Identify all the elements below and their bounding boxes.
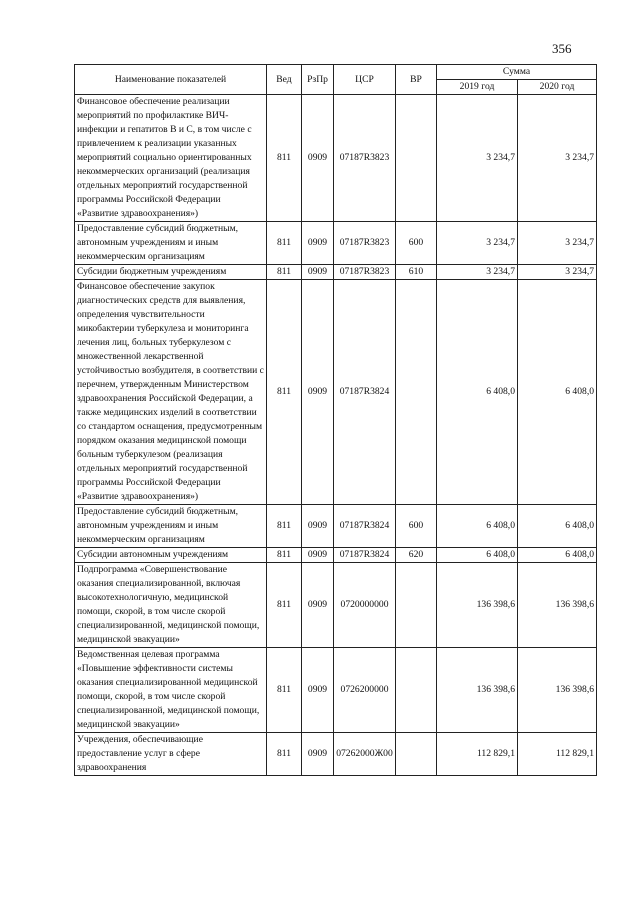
row-ved: 811 xyxy=(267,548,302,563)
row-sum-2019: 136 398,6 xyxy=(437,563,518,648)
row-ved: 811 xyxy=(267,280,302,505)
row-sum-2019: 112 829,1 xyxy=(437,733,518,776)
row-rzpr: 0909 xyxy=(302,733,334,776)
row-ved: 811 xyxy=(267,505,302,548)
row-ved: 811 xyxy=(267,648,302,733)
row-csr: 0726200000 xyxy=(334,648,396,733)
row-sum-2020: 136 398,6 xyxy=(518,648,597,733)
header-name: Наименование показателей xyxy=(75,65,267,95)
row-rzpr: 0909 xyxy=(302,563,334,648)
row-rzpr: 0909 xyxy=(302,222,334,265)
row-name: Финансовое обеспечение закупок диагностических средств для выявления, определения чувствительности микобактерии туберкулеза и мониторинга лечения лиц, больных туберкулезом с множественной лекарственной устойчивостью возбудителя, в соответствии с перечнем, утвержденным Министерством здравоохранения Российской Федерации, а также медицинских изделий в соответствии со стандартом оснащения, предусмотренным порядком оказания медицинской помощи больным туберкулезом (реализация отдельных мероприятий государственной программы Российской Федерации «Развитие здравоохранения») xyxy=(75,280,267,505)
row-ved: 811 xyxy=(267,563,302,648)
table-row xyxy=(75,648,597,733)
row-rzpr: 0909 xyxy=(302,505,334,548)
row-sum-2019: 6 408,0 xyxy=(437,280,518,505)
row-name: Учреждения, обеспечивающие предоставление услуг в сфере здравоохранения xyxy=(75,733,267,776)
row-vr: 610 xyxy=(396,265,437,280)
header-csr: ЦСР xyxy=(334,65,396,95)
row-sum-2020: 6 408,0 xyxy=(518,505,597,548)
row-csr: 07187R3823 xyxy=(334,265,396,280)
row-sum-2020: 3 234,7 xyxy=(518,95,597,222)
row-rzpr: 0909 xyxy=(302,265,334,280)
row-csr: 0720000000 xyxy=(334,563,396,648)
page-number: 356 xyxy=(552,41,572,56)
row-rzpr: 0909 xyxy=(302,548,334,563)
table-row xyxy=(75,733,597,776)
row-vr: 600 xyxy=(396,505,437,548)
row-csr: 07262000Ж00 xyxy=(334,733,396,776)
row-vr xyxy=(396,648,437,733)
row-csr: 07187R3824 xyxy=(334,505,396,548)
table-row xyxy=(75,280,597,505)
table-row xyxy=(75,563,597,648)
header-ved: Вед xyxy=(267,65,302,95)
row-sum-2020: 6 408,0 xyxy=(518,280,597,505)
row-sum-2019: 136 398,6 xyxy=(437,648,518,733)
row-ved: 811 xyxy=(267,265,302,280)
row-vr xyxy=(396,95,437,222)
row-sum-2019: 6 408,0 xyxy=(437,505,518,548)
row-ved: 811 xyxy=(267,95,302,222)
header-rzpr: РзПр xyxy=(302,65,334,95)
row-name: Подпрограмма «Совершенствование оказания специализированной, включая высокотехнологичную, медицинской помощи, скорой, в том числе скорой специализированной, медицинской помощи, медицинской эвакуации» xyxy=(75,563,267,648)
table-row xyxy=(75,548,597,563)
header-vr: ВР xyxy=(396,65,437,95)
row-name: Предоставление субсидий бюджетным, автономным учреждениям и иным некоммерческим организациям xyxy=(75,222,267,265)
row-vr xyxy=(396,563,437,648)
row-csr: 07187R3823 xyxy=(334,95,396,222)
row-csr: 07187R3824 xyxy=(334,280,396,505)
row-sum-2019: 6 408,0 xyxy=(437,548,518,563)
row-vr: 600 xyxy=(396,222,437,265)
header-2020: 2020 год xyxy=(518,80,597,95)
row-sum-2019: 3 234,7 xyxy=(437,265,518,280)
table-row xyxy=(75,95,597,222)
row-sum-2020: 6 408,0 xyxy=(518,548,597,563)
header-sum: Сумма xyxy=(437,65,597,80)
header-2019: 2019 год xyxy=(437,80,518,95)
row-name: Субсидии автономным учреждениям xyxy=(75,548,267,563)
row-rzpr: 0909 xyxy=(302,95,334,222)
row-sum-2020: 112 829,1 xyxy=(518,733,597,776)
row-vr: 620 xyxy=(396,548,437,563)
row-vr xyxy=(396,733,437,776)
row-sum-2020: 136 398,6 xyxy=(518,563,597,648)
row-ved: 811 xyxy=(267,733,302,776)
row-sum-2020: 3 234,7 xyxy=(518,265,597,280)
row-name: Финансовое обеспечение реализации мероприятий по профилактике ВИЧ-инфекции и гепатитов В и С, в том числе с привлечением к реализации указанных мероприятий социально ориентированных некоммерческих организаций (реализация отдельных мероприятий государственной программы Российской Федерации «Развитие здравоохранения») xyxy=(75,95,267,222)
row-sum-2020: 3 234,7 xyxy=(518,222,597,265)
budget-table xyxy=(74,64,597,776)
table-row xyxy=(75,222,597,265)
row-sum-2019: 3 234,7 xyxy=(437,222,518,265)
row-name: Предоставление субсидий бюджетным, автономным учреждениям и иным некоммерческим организациям xyxy=(75,505,267,548)
table-row xyxy=(75,265,597,280)
row-sum-2019: 3 234,7 xyxy=(437,95,518,222)
row-ved: 811 xyxy=(267,222,302,265)
row-rzpr: 0909 xyxy=(302,648,334,733)
row-csr: 07187R3824 xyxy=(334,548,396,563)
row-rzpr: 0909 xyxy=(302,280,334,505)
row-vr xyxy=(396,280,437,505)
table-row xyxy=(75,505,597,548)
row-csr: 07187R3823 xyxy=(334,222,396,265)
row-name: Ведомственная целевая программа «Повышение эффективности системы оказания специализированной медицинской помощи, скорой, в том числе скорой специализированной, медицинской помощи, медицинской эвакуации» xyxy=(75,648,267,733)
row-name: Субсидии бюджетным учреждениям xyxy=(75,265,267,280)
